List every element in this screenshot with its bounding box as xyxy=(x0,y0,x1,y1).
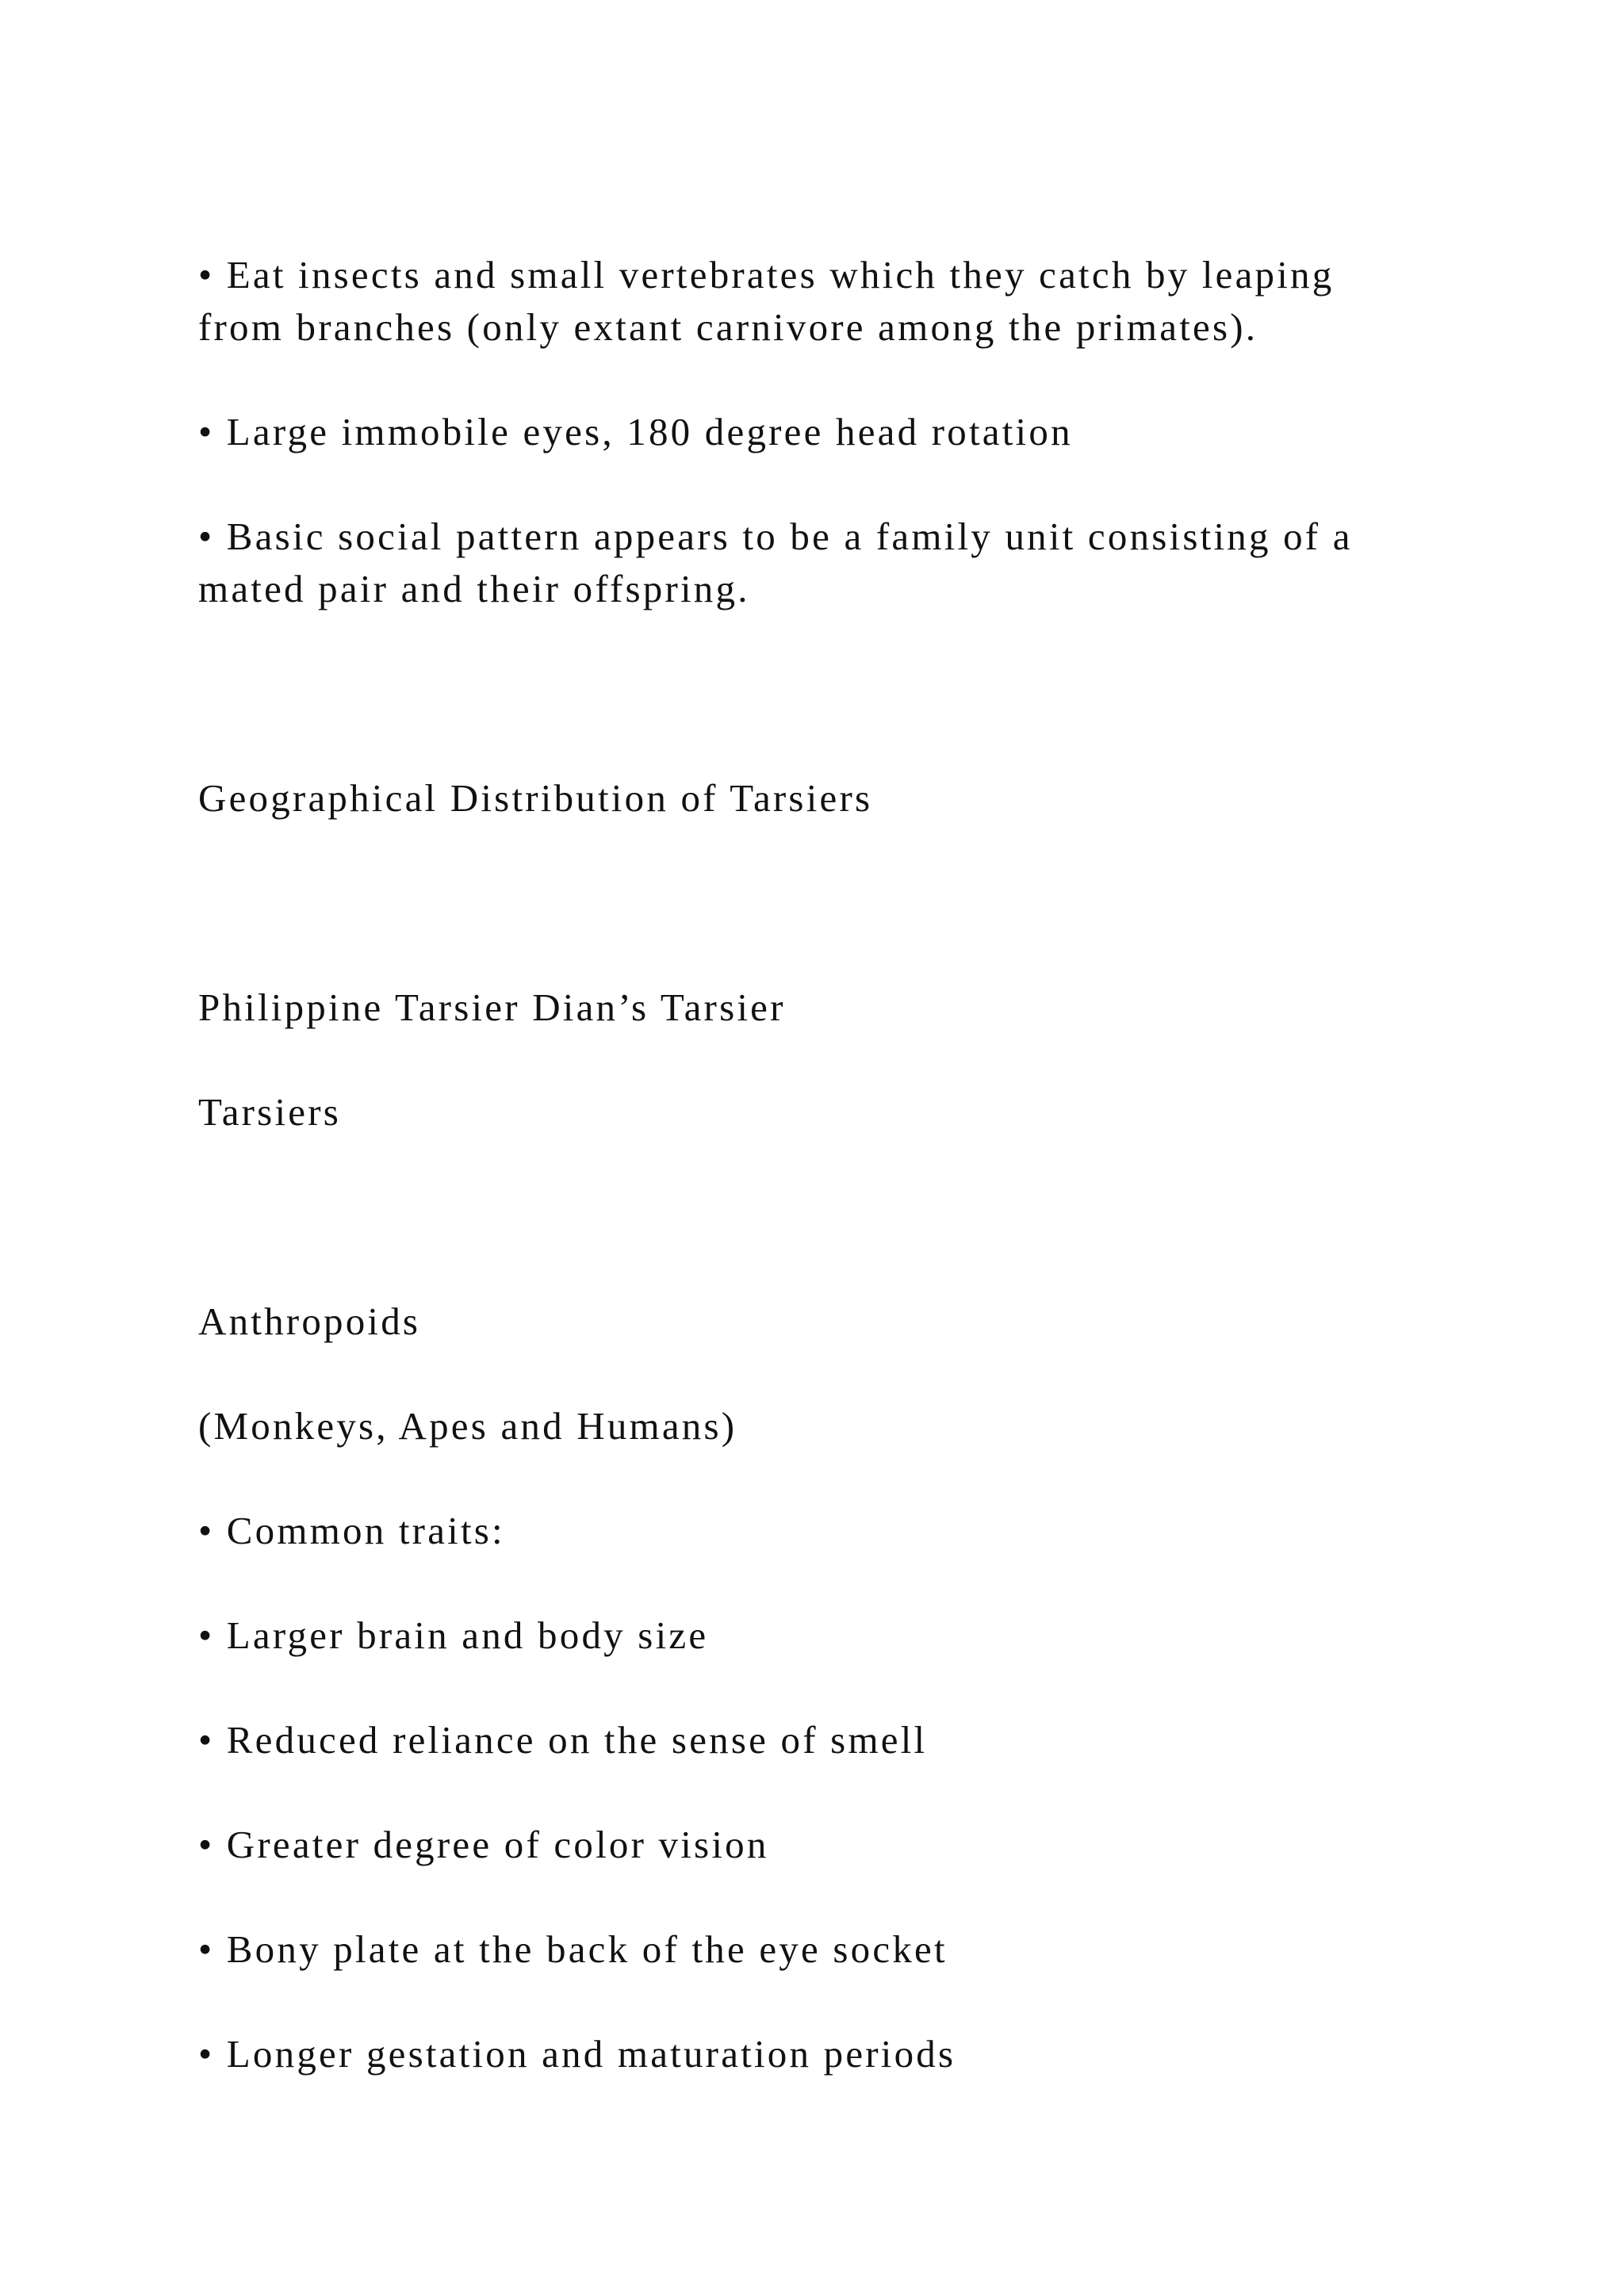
trait-item: • Larger brain and body size xyxy=(198,1613,709,1657)
trait-item: • Bony plate at the back of the eye socket xyxy=(198,1927,948,1971)
common-traits-label: • Common traits: xyxy=(198,1509,505,1552)
tarsier-diet-line-1: • Eat insects and small vertebrates which they catch by leaping xyxy=(198,253,1335,297)
trait-item: • Reduced reliance on the sense of smell xyxy=(198,1718,928,1762)
image-captions: Philippine Tarsier Dian’s Tarsier xyxy=(198,985,786,1029)
tarsiers-label: Tarsiers xyxy=(198,1090,341,1134)
distribution-heading: Geographical Distribution of Tarsiers xyxy=(198,776,873,820)
anthropoids-subheading: (Monkeys, Apes and Humans) xyxy=(198,1404,737,1448)
trait-item: • Greater degree of color vision xyxy=(198,1823,769,1866)
anthropoids-heading: Anthropoids xyxy=(198,1299,421,1343)
tarsier-social-line-2: mated pair and their offspring. xyxy=(198,567,750,610)
tarsier-social-line-1: • Basic social pattern appears to be a family unit consisting of a xyxy=(198,515,1353,558)
trait-item: • Longer gestation and maturation periods xyxy=(198,2032,956,2076)
tarsier-eyes-bullet: • Large immobile eyes, 180 degree head rotation xyxy=(198,410,1073,453)
tarsier-diet-line-2: from branches (only extant carnivore among the primates). xyxy=(198,305,1258,349)
